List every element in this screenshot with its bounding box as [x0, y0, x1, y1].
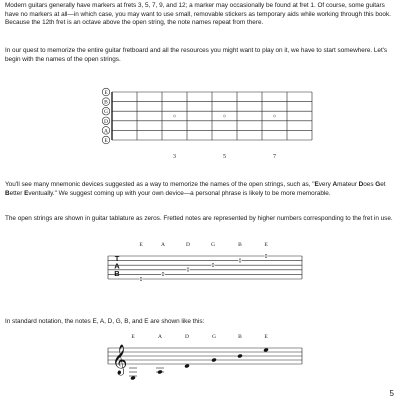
- mnemonic-word-rest: mateur: [337, 181, 359, 188]
- tab-fret-number: 0: [238, 258, 242, 265]
- tab-clef-letter: B: [114, 269, 120, 278]
- paragraph-open-strings-intro: In our quest to memorize the entire guitar fretboard and all the resources you might want to play on it, we have to start somewhere. Let's begin with the names of the open strings.: [5, 47, 388, 63]
- mnemonic-initial: G: [375, 181, 381, 188]
- mnemonic-word-rest: ventually: [28, 189, 53, 197]
- note-head: [237, 354, 243, 359]
- tab-note-label: E: [264, 242, 268, 248]
- tab-clef-letter: T: [114, 254, 120, 263]
- paragraph-standard-notation: In standard notation, the notes E, A, D, G, B, and E are shown like this:: [5, 318, 205, 325]
- fret-number: 3: [173, 154, 176, 160]
- tab-note-label: D: [186, 242, 190, 248]
- string-label: G: [104, 109, 108, 116]
- tab-clef-letter: A: [114, 261, 120, 271]
- mnemonic-tail-text: ." We suggest coming up with your own device—a personal phrase is likely to be more memorable.: [52, 189, 331, 197]
- tab-fret-number: 0: [139, 276, 143, 283]
- mnemonic-initial: A: [332, 181, 338, 188]
- string-label: D: [104, 118, 108, 125]
- fret-number: 7: [273, 154, 276, 160]
- tab-note-label: G: [211, 242, 215, 248]
- notation-note-label: B: [238, 334, 242, 340]
- notation-note-label: G: [212, 334, 216, 340]
- string-label: A: [104, 128, 108, 135]
- string-label: B: [104, 99, 108, 106]
- tab-note-label: A: [161, 242, 165, 248]
- tab-note-label: B: [238, 242, 242, 248]
- treble-clef-icon: 𝄞: [112, 345, 128, 375]
- note-head: [130, 376, 136, 381]
- tab-note-label: E: [139, 242, 143, 248]
- page-number: 5: [389, 389, 394, 398]
- mnemonic-word-rest: et: [380, 181, 386, 188]
- notation-note-label: E: [131, 334, 135, 340]
- string-label: E: [104, 90, 108, 96]
- mnemonic-initial: E: [24, 189, 29, 197]
- mnemonic-word-rest: etter: [9, 189, 25, 197]
- notation-note-label: A: [158, 334, 162, 340]
- note-head: [211, 358, 217, 363]
- mnemonic-word-rest: very: [318, 181, 333, 188]
- note-head: [263, 348, 269, 353]
- note-head: [157, 370, 163, 375]
- tab-fret-number: 0: [264, 253, 268, 260]
- string-label: E: [104, 138, 108, 144]
- note-head: [184, 364, 190, 369]
- notation-note-label: E: [264, 334, 268, 340]
- fret-number: 5: [223, 154, 226, 160]
- mnemonic-initial: E: [314, 181, 319, 188]
- tab-fret-number: 0: [161, 272, 165, 279]
- mnemonic-initial: D: [358, 181, 364, 188]
- tab-fret-number: 0: [186, 267, 190, 274]
- notation-note-label: D: [185, 334, 189, 340]
- mnemonic-lead-text: You'll see many mnemonic devices suggested as a way to memorize the names of the open strings, such as, ": [5, 181, 315, 188]
- paragraph-fret-markers: Modern guitars generally have markers at frets 3, 5, 7, 9, and 12; a marker may occasionally be found at fret 1. Of course, some guitars have no markers at all—in which case, you may want to use small, removable stickers as temporary aids while working through this book. Because the 12th fret is an octave above the open string, the note names repeat from there.: [5, 2, 391, 27]
- tab-fret-number: 0: [211, 263, 215, 269]
- paragraph-tablature: The open strings are shown in guitar tablature as zeros. Fretted notes are represented by higher numbers corresponding to the fret in use.: [5, 215, 393, 222]
- mnemonic-initial: B: [5, 189, 10, 197]
- mnemonic-word-rest: oes: [363, 181, 376, 188]
